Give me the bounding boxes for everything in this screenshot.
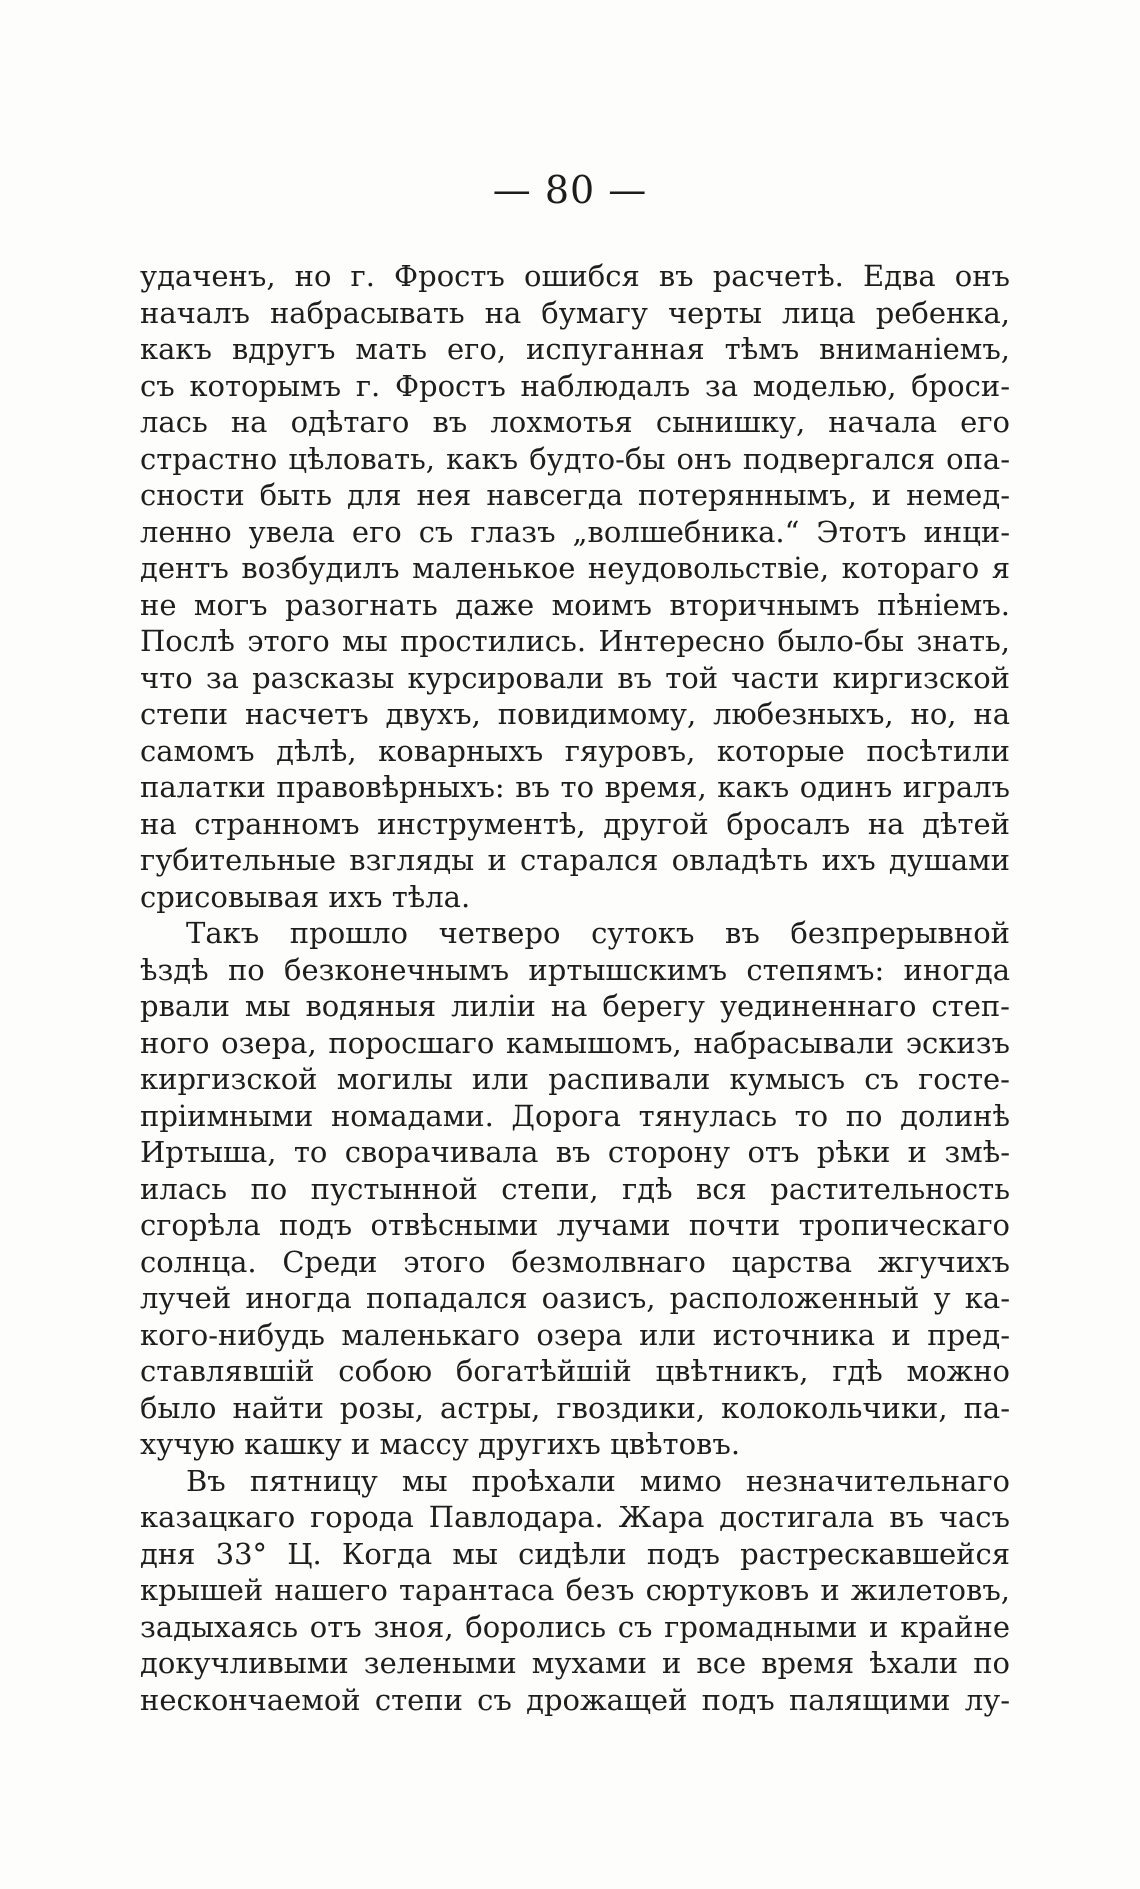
text-line: илась по пустынной степи, гдѣ вся растительность — [140, 1171, 1010, 1206]
text-line: рвали мы водяныя лиліи на берегу уединеннаго степ- — [140, 989, 1010, 1023]
text-line: Такъ прошло четверо сутокъ въ безпрерывной — [186, 916, 1010, 950]
text-line: Въ пятницу мы проѣхали мимо незначительнаго — [186, 1463, 1010, 1498]
text-line: съ которымъ г. Фростъ наблюдалъ за моделью, броси- — [140, 368, 1010, 403]
text-line: пріимными номадами. Дорога тянулась то по долинѣ — [140, 1098, 1010, 1133]
text-line: было найти розы, астры, гвоздики, колокольчики, па- — [140, 1390, 1010, 1425]
text-line: губительные взгляды и старался овладѣть ихъ душами — [140, 843, 1010, 877]
text-line: срисовывая ихъ тѣла. — [140, 879, 471, 914]
text-line: дентъ возбудилъ маленькое неудовольствіе, котораго я — [140, 551, 1010, 585]
text-line: на странномъ инструментѣ, другой бросалъ на дѣтей — [140, 806, 1010, 841]
text-line: лась на одѣтаго въ лохмотья сынишку, начала его — [140, 405, 1010, 439]
text-line: нескончаемой степи съ дрожащей подъ палящими лу- — [140, 1682, 1010, 1717]
text-line: Иртыша, то сворачивала въ сторону отъ рѣки и змѣ- — [140, 1135, 1010, 1169]
text-line: палатки правовѣрныхъ: въ то время, какъ одинъ игралъ — [140, 770, 1010, 804]
page-number: — 80 — — [492, 168, 648, 212]
text-line: казацкаго города Павлодара. Жара достигала въ часъ — [140, 1500, 1010, 1534]
text-line: какъ вдругъ мать его, испуганная тѣмъ вниманіемъ, — [140, 332, 1010, 366]
text-line: дня 33° Ц. Когда мы сидѣли подъ растрескавшейся — [140, 1536, 1010, 1571]
text-line: кого-нибудь маленькаго озера или источника и пред- — [140, 1317, 1010, 1352]
text-line: ѣздѣ по безконечнымъ иртышскимъ степямъ: иногда — [140, 952, 1010, 987]
text-line: началъ набрасывать на бумагу черты лица ребенка, — [140, 295, 1010, 330]
text-line: Послѣ этого мы простились. Интересно было-бы знать, — [140, 624, 1010, 658]
text-line: ного озера, поросшаго камышомъ, набрасывали эскизъ — [140, 1025, 1010, 1060]
text-line: сгорѣла подъ отвѣсными лучами почти тропическаго — [140, 1208, 1010, 1242]
text-line: степи насчетъ двухъ, повидимому, любезныхъ, но, на — [140, 697, 1010, 731]
text-line: крышей нашего тарантаса безъ сюртуковъ и жилетовъ, — [140, 1573, 1010, 1607]
text-line: удаченъ, но г. Фростъ ошибся въ расчетѣ. Едва онъ — [140, 259, 1010, 293]
text-line: киргизской могилы или распивали кумысъ съ госте- — [140, 1062, 1010, 1096]
text-line: что за разсказы курсировали въ той части киргизской — [140, 660, 1010, 695]
text-line: ленно увела его съ глазъ „волшебника.“ Этотъ инци- — [140, 514, 1010, 549]
text-line: лучей иногда попадался оазисъ, расположенный у ка- — [140, 1281, 1010, 1315]
text-line: докучливыми зелеными мухами и все время ѣхали по — [140, 1646, 1010, 1680]
text-line: ставлявшій собою богатѣйшій цвѣтникъ, гдѣ можно — [140, 1354, 1010, 1388]
text-line: страстно цѣловать, какъ будто-бы онъ подвергался опа- — [140, 441, 1010, 476]
body-text — [140, 258, 1010, 1718]
text-line: хучую кашку и массу другихъ цвѣтовъ. — [140, 1427, 741, 1461]
text-line: задыхаясь отъ зноя, боролись съ громадными и крайне — [140, 1609, 1010, 1644]
text-line: не могъ разогнать даже моимъ вторичнымъ пѣніемъ. — [140, 587, 1010, 622]
text-line: самомъ дѣлѣ, коварныхъ гяуровъ, которые посѣтили — [140, 733, 1010, 768]
text-line: солнца. Среди этого безмолвнаго царства жгучихъ — [140, 1244, 1010, 1279]
text-line: сности быть для нея навсегда потеряннымъ, и немед- — [140, 478, 1010, 512]
